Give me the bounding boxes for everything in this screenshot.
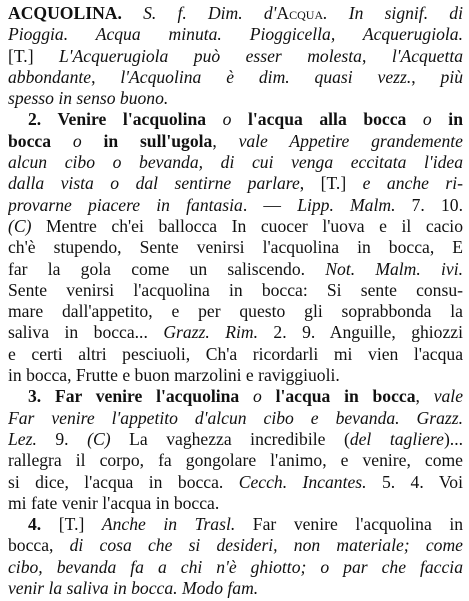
text-run: 2. 9. Anguille, ghiozzi [257, 322, 463, 343]
text-line [8, 67, 463, 88]
text-run: si dice, l'acqua in bocca. [8, 471, 239, 492]
text-line [8, 514, 463, 535]
text-run: bocca, [8, 535, 70, 556]
text-run: in sull'ugola [81, 130, 213, 151]
text-run: l'Acquetta [391, 45, 463, 66]
text-run: provarne piacere in fantasia [8, 194, 243, 215]
text-run: bocca [8, 130, 73, 151]
text-run: abbondante [8, 66, 92, 87]
text-run: Sente venirsi l'acquolina in bocca: Si sente consu- [8, 279, 463, 300]
text-run: l'acqua alla bocca [231, 109, 423, 130]
text-run: alcun cibo o bevanda, di cui venga eccitata l'idea [8, 152, 463, 173]
text-line [8, 131, 463, 152]
text-run: cibo, bevanda fa a chi n'è ghiotto; o par che faccia [8, 556, 463, 577]
text-run: )... [443, 428, 463, 449]
text-run: Not. Malm. ivi. [325, 258, 463, 279]
text-line [8, 578, 463, 599]
text-run: . In signif. di [323, 3, 463, 23]
text-run: l'Acquolina è dim. quasi vezz. [120, 66, 412, 87]
sense-3 [8, 386, 463, 514]
text-line [8, 450, 463, 471]
text-run: far la gola come un saliscendo. [8, 258, 326, 279]
text-run: ACQUOLINA. [8, 3, 122, 23]
text-run: 9. [36, 428, 88, 449]
text-run: , [91, 66, 121, 87]
text-run: spesso in senso buono. [8, 88, 169, 109]
text-run: o [222, 109, 232, 130]
text-run: Pioggia. Acqua minuta. Pioggicella, Acquerugiola. [8, 24, 463, 45]
text-run: (C) [8, 215, 32, 236]
text-run: S. f. Dim. d' [121, 3, 277, 23]
entry-definition [8, 3, 463, 109]
text-run: o [253, 386, 262, 407]
text-line [8, 259, 463, 280]
text-line [8, 535, 463, 556]
text-run: , [T.] [299, 173, 363, 194]
text-run: o [72, 130, 82, 151]
text-run: [T.] [58, 514, 102, 535]
text-run: venir la saliva in bocca. Modo fam. [8, 578, 259, 599]
text-run: Grazz. Rim. [163, 322, 258, 343]
text-run: Far venire l'acquolina in [235, 514, 463, 535]
text-line [8, 322, 463, 343]
text-run: 4. [28, 514, 59, 535]
sense-2 [8, 109, 463, 386]
text-run: , [361, 45, 392, 66]
text-line [8, 365, 463, 386]
text-run: 2. Venire l'acquolina [28, 109, 223, 130]
text-run: del tagliere [349, 428, 444, 449]
text-run: e anche ri- [362, 173, 463, 194]
text-run: Lipp. Malm. [297, 194, 396, 215]
text-run: vale [433, 386, 463, 407]
text-run: La vaghezza incredibile ( [110, 428, 350, 449]
text-line [8, 24, 463, 45]
text-run: , [411, 66, 441, 87]
text-line [8, 408, 463, 429]
text-run: mare dall'appetito, e per questo gli soprabbonda la [8, 301, 463, 322]
text-run: in [431, 109, 463, 130]
text-run: 7. 10. [395, 194, 463, 215]
text-run: ch'è stupendo, Sente venirsi l'acquolina in bocca, E [8, 237, 463, 258]
text-run: o [422, 109, 432, 130]
text-line [8, 472, 463, 493]
text-run: (C) [87, 428, 111, 449]
text-line [8, 557, 463, 578]
text-run: saliva in bocca... [8, 322, 164, 343]
text-run: Far venire l'appetito d'alcun cibo e bevanda. Grazz. [8, 407, 463, 428]
text-line [8, 301, 463, 322]
text-run: 5. 4. Voi [366, 471, 463, 492]
text-run: Lez. [8, 428, 37, 449]
text-run: di cosa che si desideri, non materiale; come [69, 535, 463, 556]
text-run: 3. Far venire l'acquolina [28, 386, 253, 407]
text-run: mi fate venir l'acqua in bocca. [8, 492, 220, 513]
text-line [8, 493, 463, 514]
text-line [8, 46, 463, 67]
text-line [8, 195, 463, 216]
text-line [8, 237, 463, 258]
sense-4 [8, 514, 463, 599]
text-run: , [415, 386, 434, 407]
text-run: Mentre ch'ei ballocca In cuocer l'uova e il cacio [31, 215, 463, 236]
text-run: L'Acquerugiola può esser molesta [59, 45, 362, 66]
text-run: Acqua [276, 3, 324, 23]
text-line [8, 386, 463, 407]
text-run: Cecch. Incantes. [238, 471, 367, 492]
text-line [8, 88, 463, 109]
text-run: Anche in Trasl. [101, 514, 236, 535]
text-run: dalla vista o dal sentirne parlare [8, 173, 300, 194]
text-run: . — [242, 194, 298, 215]
text-run: l'acqua in bocca [261, 386, 416, 407]
text-run: più [440, 66, 463, 87]
text-line [8, 344, 463, 365]
text-run: vale Appetire grandemente [238, 130, 463, 151]
text-run: in bocca, Frutte e buon marzolini e raviggiuoli. [8, 365, 340, 386]
text-line [8, 152, 463, 173]
text-line [8, 280, 463, 301]
text-line [8, 109, 463, 130]
text-line [8, 173, 463, 194]
text-line [8, 429, 463, 450]
text-run: rallegra il corpo, fa gongolare l'animo, e venire, come [8, 450, 463, 471]
text-run: [T.] [8, 45, 60, 66]
text-run: e certi altri pesciuoli, Ch'a ricordarli mi vien l'acqua [8, 343, 463, 364]
text-run: , [212, 130, 239, 151]
text-line [8, 3, 463, 24]
text-line [8, 216, 463, 237]
